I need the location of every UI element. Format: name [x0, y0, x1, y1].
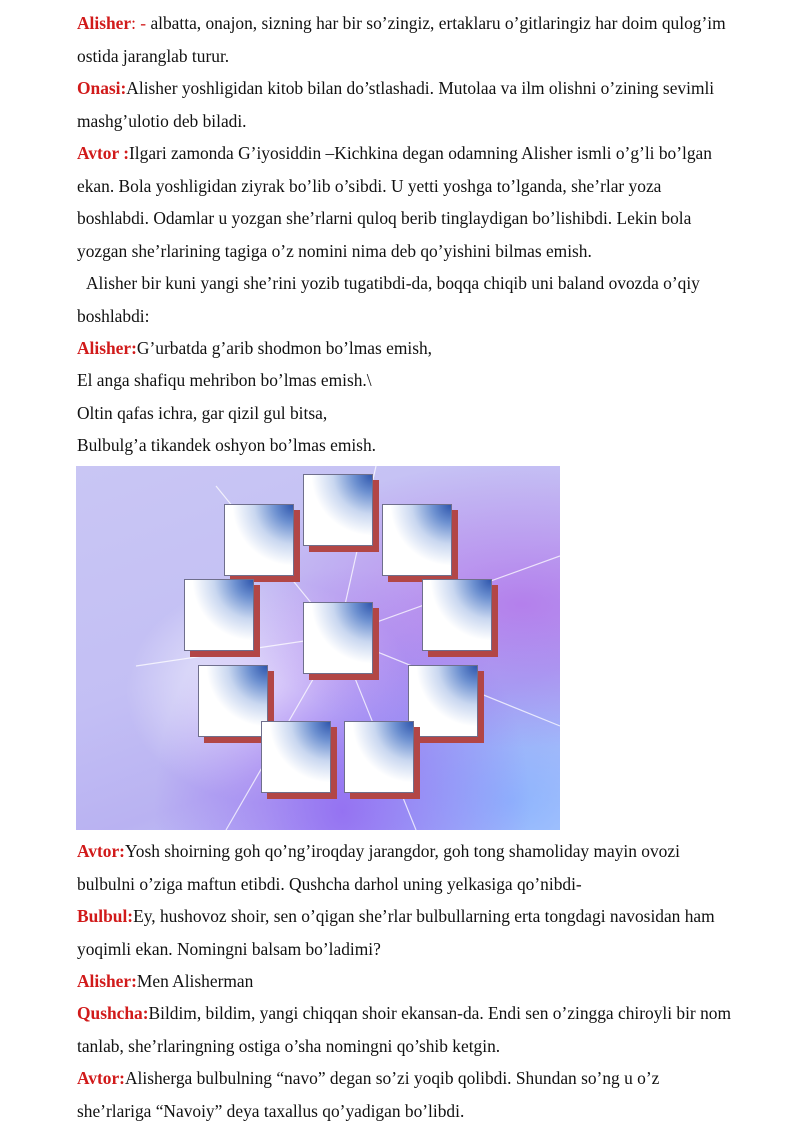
paragraph-text: albatta, onajon, sizning har bir so’zingiz, ertaklaru o’gitlaringiz har doim qulog’im ostida jaranglab turur.	[77, 13, 726, 66]
paragraph-bulbul	[77, 900, 737, 965]
poem-line-3	[77, 397, 737, 430]
speaker-label: Avtor :	[77, 143, 129, 163]
poem-text: G’urbatda g’arib shodmon bo’lmas emish,	[136, 338, 433, 358]
poem-text: Bulbulg’a tikandek oshyon bo’lmas emish.	[77, 435, 376, 455]
paragraph-narration	[77, 267, 737, 332]
speaker-label: Qushcha:	[77, 1003, 149, 1023]
poem-line-1	[77, 332, 737, 365]
paragraph-text: Ey, hushovoz shoir, sen o’qigan she’rlar bulbullarning erta tongdagi navosidan ham yoqimli ekan. Nomingni balsam bo’ladimi?	[77, 906, 715, 959]
paragraph-text: Ilgari zamonda G’iyosiddin –Kichkina degan odamning Alisher ismli o’g’li bo’lgan ekan. Bola yoshligidan ziyrak bo’lib o’sibdi. U yetti yoshga to’lganda, she’rlar yoza boshlabdi. Odamlar u yozgan she’rlarni quloq berib tinglaydigan bo’lishibdi. Lekin bola yozgan she’rlarining tagiga o’z nomini nima deb qo’yishini bilmas emish.	[77, 143, 712, 261]
paragraph-alisher-reply	[77, 7, 737, 72]
paragraph-text: Alisher yoshligidan kitob bilan do’stlashadi. Mutolaa va ilm olishni o’zining sevimli mashg’ulotio deb biladi.	[77, 78, 715, 131]
paragraph-qushcha	[77, 997, 737, 1062]
paragraph-text: Alisher bir kuni yangi she’rini yozib tugatibdi-da, boqqa chiqib uni baland ovozda o’qiy boshlabdi:	[77, 273, 700, 326]
paragraph-alisher-name	[77, 965, 737, 998]
poem-line-4	[77, 429, 737, 462]
speaker-label: Avtor:	[77, 1068, 125, 1088]
poem-text: Oltin qafas ichra, gar qizil gul bitsa,	[77, 403, 328, 423]
decorative-tiles-illustration	[76, 466, 560, 830]
tile	[224, 504, 294, 576]
paragraph-text: Alisherga bulbulning “navo” degan so’zi yoqib qolibdi. Shundan so’ng u o’z she’rlariga “Navoiy” deya taxallus qo’yadigan bo’libdi.	[77, 1068, 660, 1121]
speaker-label: Onasi:	[77, 78, 127, 98]
tile	[344, 721, 414, 793]
paragraph-text: Bildim, bildim, yangi chiqqan shoir ekansan-da. Endi sen o’zingga chiroyli bir nom tanlab, she’rlaringning ostiga o’sha nomingni qo’shib ketgin.	[77, 1003, 731, 1056]
speaker-label: Alisher:	[77, 338, 137, 358]
speaker-label: Alisher:	[77, 971, 137, 991]
poem-line-2	[77, 364, 737, 397]
paragraph-avtor-navoiy	[77, 1062, 737, 1127]
speaker-separator: : -	[131, 13, 151, 33]
tile	[303, 474, 373, 546]
paragraph-text: Men Alisherman	[136, 971, 254, 991]
tile	[184, 579, 254, 651]
tile	[382, 504, 452, 576]
tile	[422, 579, 492, 651]
poem-text: El anga shafiqu mehribon bo’lmas emish.\	[77, 370, 372, 390]
paragraph-text: Yosh shoirning goh qo’ng’iroqday jarangdor, goh tong shamoliday mayin ovozi bulbulni o’ziga maftun etibdi. Qushcha darhol uning yelkasiga qo’nibdi-	[77, 841, 680, 894]
speaker-label: Bulbul:	[77, 906, 134, 926]
tile	[198, 665, 268, 737]
speaker-label: Alisher	[77, 13, 132, 33]
tile-center	[303, 602, 373, 674]
speaker-label: Avtor:	[77, 841, 125, 861]
paragraph-onasi	[77, 72, 737, 137]
paragraph-avtor-intro	[77, 137, 737, 267]
tile	[261, 721, 331, 793]
paragraph-avtor-bulbul	[77, 835, 737, 900]
